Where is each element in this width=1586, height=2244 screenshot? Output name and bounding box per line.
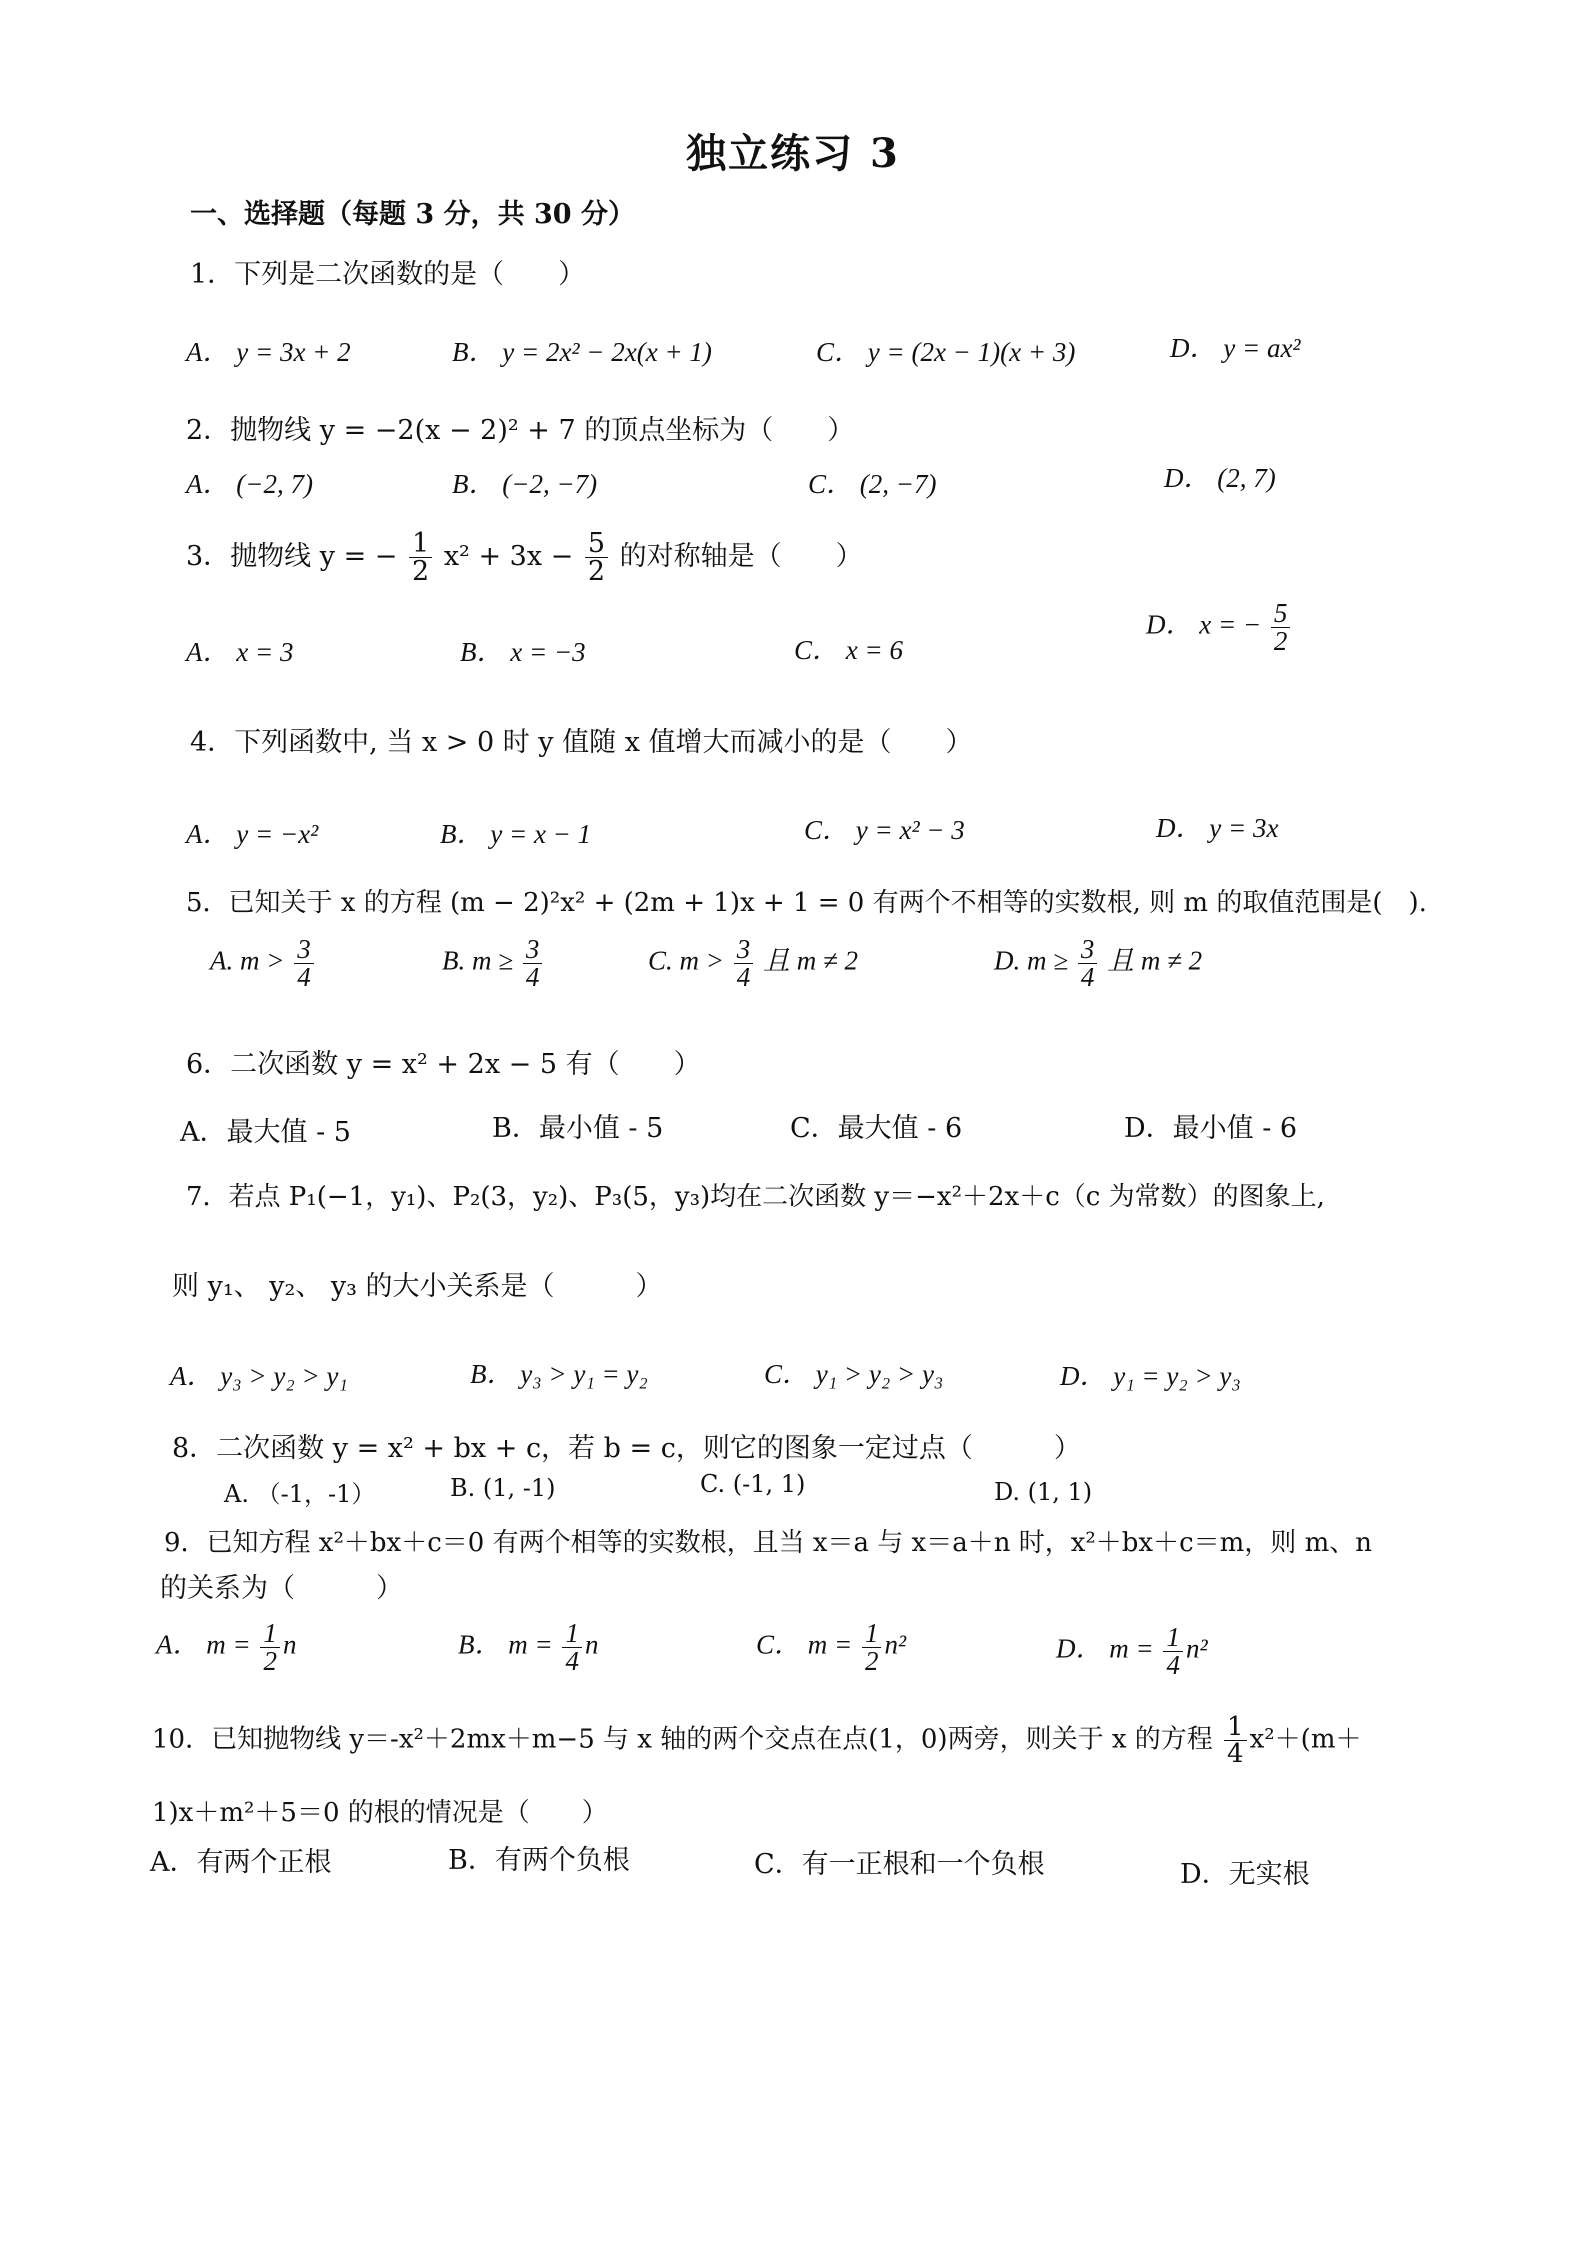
fraction-denominator: 2 <box>1273 626 1288 656</box>
question-5-option-b[interactable] <box>442 936 545 991</box>
question-5-option-d[interactable] <box>994 936 1202 991</box>
option-b-text: B. m ≥ <box>442 945 514 976</box>
question-3-stem-part1: 3．抛物线 y = − <box>186 541 398 572</box>
question-3-option-c[interactable]: C． x = 6 <box>794 635 903 665</box>
question-7-option-a[interactable]: A． y₃ > y₂ > y₁ <box>170 1361 348 1391</box>
section-heading: 一、选择题（每题 3 分，共 30 分） <box>190 199 635 230</box>
question-3-stem-part2: x² + 3x − <box>443 541 574 572</box>
question-5-stem: 5．已知关于 x 的方程 (m − 2)²x² + (2m + 1)x + 1 = 0 有两个不相等的实数根, 则 m 的取值范围是( ). <box>186 888 1427 918</box>
fraction-denominator: 4 <box>565 1646 579 1676</box>
question-9-option-c[interactable] <box>756 1620 906 1675</box>
question-3-option-d-fraction <box>1271 600 1291 655</box>
question-10-stem-line2: 1)x＋m²＋5＝0 的根的情况是（ ） <box>152 1798 608 1828</box>
fraction-denominator: 4 <box>1227 1739 1244 1769</box>
question-7-option-b[interactable]: B． y₃ > y₁ = y₂ <box>470 1359 648 1389</box>
question-5-option-c[interactable] <box>648 936 858 991</box>
question-4-option-c[interactable]: C． y = x² − 3 <box>804 815 965 845</box>
question-9-stem: 9．已知方程 x²＋bx＋c＝0 有两个相等的实数根，且当 x＝a 与 x＝a＋n 时，x²＋bx＋c＝m，则 m、n <box>164 1528 1372 1558</box>
fraction-numerator: 1 <box>862 1620 882 1648</box>
question-8-option-c[interactable]: C. (-1, 1) <box>700 1470 806 1498</box>
question-10-stem <box>152 1714 1361 1767</box>
option-a-text: A． m = <box>156 1629 251 1660</box>
question-3-option-a[interactable]: A． x = 3 <box>186 637 294 667</box>
question-2-stem: 2．抛物线 y = −2(x − 2)² + 7 的顶点坐标为（ ） <box>186 415 855 446</box>
fraction-denominator: 2 <box>864 1646 879 1676</box>
fraction-numerator: 1 <box>1224 1714 1247 1741</box>
page-title: 独立练习 3 <box>686 130 900 177</box>
question-9-stem-line2: 的关系为（ ） <box>160 1573 403 1604</box>
question-1-option-b[interactable]: B． y = 2x² − 2x(x + 1) <box>452 337 712 367</box>
question-5-option-a[interactable] <box>210 936 317 991</box>
question-8-option-d[interactable]: D. (1, 1) <box>994 1478 1093 1506</box>
question-5-option-d-fraction <box>1078 936 1098 991</box>
question-7-option-d[interactable]: D． y₁ = y₂ > y₃ <box>1060 1361 1241 1391</box>
fraction-denominator: 4 <box>1080 962 1095 992</box>
question-4-option-d[interactable]: D． y = 3x <box>1156 813 1279 843</box>
question-7-stem: 7．若点 P₁(−1，y₁)、P₂(3，y₂)、P₃(5，y₃)均在二次函数 y＝−x²＋2x＋c（c 为常数）的图象上, <box>186 1182 1325 1212</box>
question-10-fraction <box>1224 1714 1247 1767</box>
question-2-option-a[interactable]: A． (−2, 7) <box>186 469 313 499</box>
question-9-option-a-fraction <box>260 1620 280 1675</box>
fraction-numerator: 1 <box>260 1620 280 1648</box>
question-2-option-d[interactable]: D． (2, 7) <box>1164 463 1276 493</box>
question-8-option-b[interactable]: B. (1, -1) <box>450 1474 556 1502</box>
fraction-numerator: 3 <box>294 936 314 964</box>
question-6-option-b[interactable]: B．最小值 - 5 <box>492 1113 664 1144</box>
fraction-denominator: 2 <box>263 1646 277 1676</box>
option-d-text: D． m = <box>1056 1633 1154 1664</box>
option-c-variable: n² <box>884 1629 907 1660</box>
option-d-variable: n² <box>1185 1633 1208 1664</box>
option-c-text: C． m = <box>756 1629 853 1660</box>
fraction-numerator: 3 <box>1078 936 1098 964</box>
fraction-numerator: 5 <box>1271 600 1291 628</box>
question-3-option-d[interactable] <box>1146 600 1293 655</box>
question-9-option-c-fraction <box>862 1620 882 1675</box>
question-10-option-a[interactable]: A．有两个正根 <box>150 1847 332 1878</box>
question-2-option-b[interactable]: B． (−2, −7) <box>452 469 598 499</box>
question-5-option-c-fraction <box>734 936 754 991</box>
fraction-denominator: 4 <box>525 962 540 992</box>
fraction-numerator: 1 <box>562 1620 582 1648</box>
fraction-denominator: 2 <box>412 556 430 587</box>
option-b-variable: n <box>584 1629 599 1660</box>
question-3-stem <box>186 530 863 585</box>
fraction-numerator: 3 <box>734 936 754 964</box>
question-1-option-c[interactable]: C． y = (2x − 1)(x + 3) <box>816 337 1076 367</box>
option-d-text: D． x = − <box>1146 609 1262 640</box>
question-8-option-a[interactable]: A. （-1，-1） <box>224 1480 376 1508</box>
question-10-option-b[interactable]: B．有两个负根 <box>448 1845 630 1876</box>
option-d-text: D. m ≥ <box>994 945 1069 976</box>
question-9-option-b[interactable] <box>458 1620 598 1675</box>
question-10-stem-part2: x²＋(m＋ <box>1249 1724 1362 1755</box>
question-5-option-b-fraction <box>523 936 543 991</box>
fraction-denominator: 4 <box>297 962 311 992</box>
fraction-numerator: 1 <box>409 530 432 558</box>
fraction-denominator: 4 <box>1166 1650 1180 1680</box>
option-a-text: A. m > <box>210 945 285 976</box>
question-10-stem-part1: 10．已知抛物线 y＝-x²＋2mx＋m−5 与 x 轴的两个交点在点(1，0)两旁，则关于 x 的方程 <box>152 1724 1213 1755</box>
question-10-option-d[interactable]: D．无实根 <box>1180 1859 1310 1890</box>
question-9-option-a[interactable] <box>156 1620 296 1675</box>
question-9-option-d[interactable] <box>1056 1624 1208 1679</box>
question-7-stem-line2: 则 y₁、 y₂、 y₃ 的大小关系是（ ） <box>172 1271 663 1302</box>
option-a-variable: n <box>282 1629 297 1660</box>
question-4-option-a[interactable]: A． y = −x² <box>186 819 319 849</box>
question-5-option-a-fraction <box>294 936 314 991</box>
option-c-text: C. m > <box>648 945 724 976</box>
question-1-stem: 1．下列是二次函数的是（ ） <box>190 259 586 290</box>
question-4-option-b[interactable]: B． y = x − 1 <box>440 819 592 849</box>
question-3-option-b[interactable]: B． x = −3 <box>460 637 586 667</box>
question-3-stem-part3: 的对称轴是（ ） <box>619 541 863 572</box>
question-9-option-d-fraction <box>1163 1624 1183 1679</box>
question-1-option-a[interactable]: A． y = 3x + 2 <box>186 337 351 367</box>
fraction-numerator: 3 <box>523 936 543 964</box>
question-6-option-c[interactable]: C．最大值 - 6 <box>790 1113 963 1144</box>
question-9-option-b-fraction <box>562 1620 582 1675</box>
question-6-option-d[interactable]: D．最小值 - 6 <box>1124 1113 1298 1144</box>
fraction-numerator: 1 <box>1163 1624 1183 1652</box>
question-10-option-c[interactable]: C．有一正根和一个负根 <box>754 1849 1045 1880</box>
fraction-numerator: 5 <box>585 530 608 558</box>
option-d-condition: 且 m ≠ 2 <box>1107 945 1203 976</box>
question-2-option-c[interactable]: C． (2, −7) <box>808 469 937 499</box>
option-c-condition: 且 m ≠ 2 <box>762 945 859 976</box>
question-7-option-c[interactable]: C． y₁ > y₂ > y₃ <box>764 1359 944 1389</box>
question-6-stem: 6．二次函数 y = x² + 2x − 5 有（ ） <box>186 1049 701 1080</box>
question-6-option-a[interactable]: A．最大值 - 5 <box>180 1117 351 1148</box>
question-4-stem: 4．下列函数中, 当 x > 0 时 y 值随 x 值增大而减小的是（ ） <box>190 727 973 758</box>
question-3-fraction-2 <box>585 530 608 585</box>
fraction-denominator: 4 <box>736 962 751 992</box>
question-8-stem: 8．二次函数 y = x² + bx + c，若 b = c，则它的图象一定过点（ ） <box>172 1433 1081 1464</box>
fraction-denominator: 2 <box>587 556 606 587</box>
question-1-option-d[interactable]: D． y = ax² <box>1170 333 1301 363</box>
option-b-text: B． m = <box>458 1629 553 1660</box>
question-3-fraction-1 <box>409 530 432 585</box>
